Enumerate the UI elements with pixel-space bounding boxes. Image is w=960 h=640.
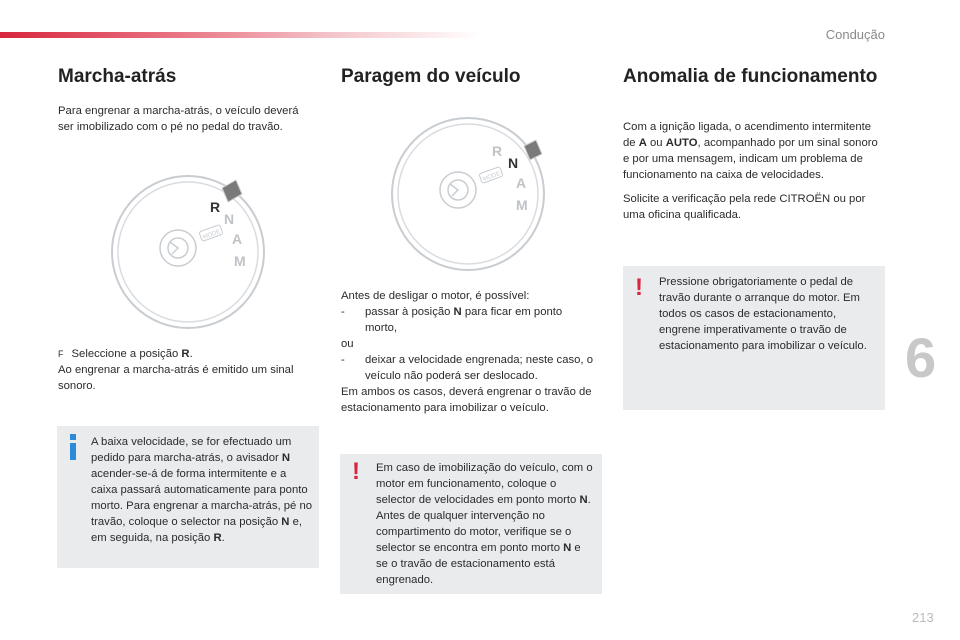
warning-box-text: Em caso de imobilização do veículo, com o motor em funcionamento, coloque o selector de velocidades em ponto morto N. Antes de qualquer intervenção no compartimento do motor, verifique se o selector se encontra em ponto morto N e se o travão de estacionamento está engrenado.: [376, 462, 593, 586]
column-malfunction: [623, 66, 893, 223]
dial-mode-label: MODE: [482, 170, 502, 183]
page-number: 213: [912, 610, 934, 625]
warning-icon: !: [635, 274, 643, 301]
warning-box-text: Pressione obrigatoriamente o pedal de travão durante o arranque do motor. Em todos os casos de estacionamento, engrene imperativamente o travão de estacionamento para imobilizar o veículo.: [659, 276, 867, 352]
column-reverse-gear: [58, 66, 320, 135]
dial-letter-n: N: [508, 155, 519, 171]
dial-letter-r: R: [210, 199, 221, 215]
column-vehicle-stop: [341, 66, 603, 88]
header-accent-bar: [0, 32, 480, 38]
vehicle-stop-lead: Antes de desligar o motor, é possível:: [341, 290, 530, 302]
chapter-number: 6: [905, 326, 937, 389]
vehicle-stop-option-2: - deixar a velocidade engrenada; neste caso, o veículo não poderá ser deslocado.: [341, 354, 593, 382]
vehicle-stop-or: ou: [341, 338, 354, 350]
warning-icon: !: [352, 458, 360, 485]
dial-mode-label: MODE: [202, 228, 222, 241]
malfunction-paragraph-2: Solicite a verificação pela rede CITROËN ou por uma oficina qualificada.: [623, 193, 866, 221]
vehicle-stop-text: [341, 288, 603, 416]
info-box-reverse: [57, 426, 319, 568]
dial-letter-m: M: [234, 253, 246, 269]
reverse-step: [58, 346, 320, 394]
reverse-intro-text: Para engrenar a marcha-atrás, o veículo deverá ser imobilizado com o pé no pedal do travão.: [58, 105, 299, 133]
dial-letter-r: R: [492, 143, 503, 159]
dial-letter-m: M: [516, 197, 528, 213]
gear-selector-dial-neutral: [390, 114, 550, 274]
heading-malfunction: Anomalia de funcionamento: [623, 66, 878, 87]
reverse-step-note: Ao engrenar a marcha-atrás é emitido um sinal sonoro.: [58, 364, 294, 392]
section-label: Condução: [825, 27, 885, 42]
dial-letter-a: A: [516, 175, 527, 191]
heading-reverse-gear: Marcha-atrás: [58, 66, 177, 87]
info-icon: [70, 434, 76, 460]
step-marker-icon: F: [58, 349, 64, 359]
warning-box-vehicle-stop: [340, 454, 602, 594]
dial-letter-a: A: [232, 231, 243, 247]
dial-letter-n: N: [224, 211, 235, 227]
vehicle-stop-option-1: - passar à posição N para ficar em ponto morto,: [341, 306, 563, 334]
info-box-text: A baixa velocidade, se for efectuado um pedido para marcha-atrás, o avisador N acender-se-á de forma intermitente e a caixa passará automaticamente para ponto morto. Para engrenar a marcha-atrás, pé no travão, coloque o selector na posição N e, em seguida, na posição R.: [91, 436, 313, 544]
reverse-step-line: F Seleccione a posição R.: [58, 348, 193, 360]
malfunction-paragraph-1: Com a ignição ligada, o acendimento intermitente de A ou AUTO, acompanhado por um sinal sonoro e por uma mensagem, indicam um problema de funcionamento na caixa de velocidades.: [623, 121, 878, 181]
vehicle-stop-closing: Em ambos os casos, deverá engrenar o travão de estacionamento para imobilizar o veículo.: [341, 386, 592, 414]
gear-selector-dial-reverse: [110, 172, 270, 332]
heading-vehicle-stop: Paragem do veículo: [341, 66, 521, 87]
warning-box-malfunction: [623, 266, 885, 410]
